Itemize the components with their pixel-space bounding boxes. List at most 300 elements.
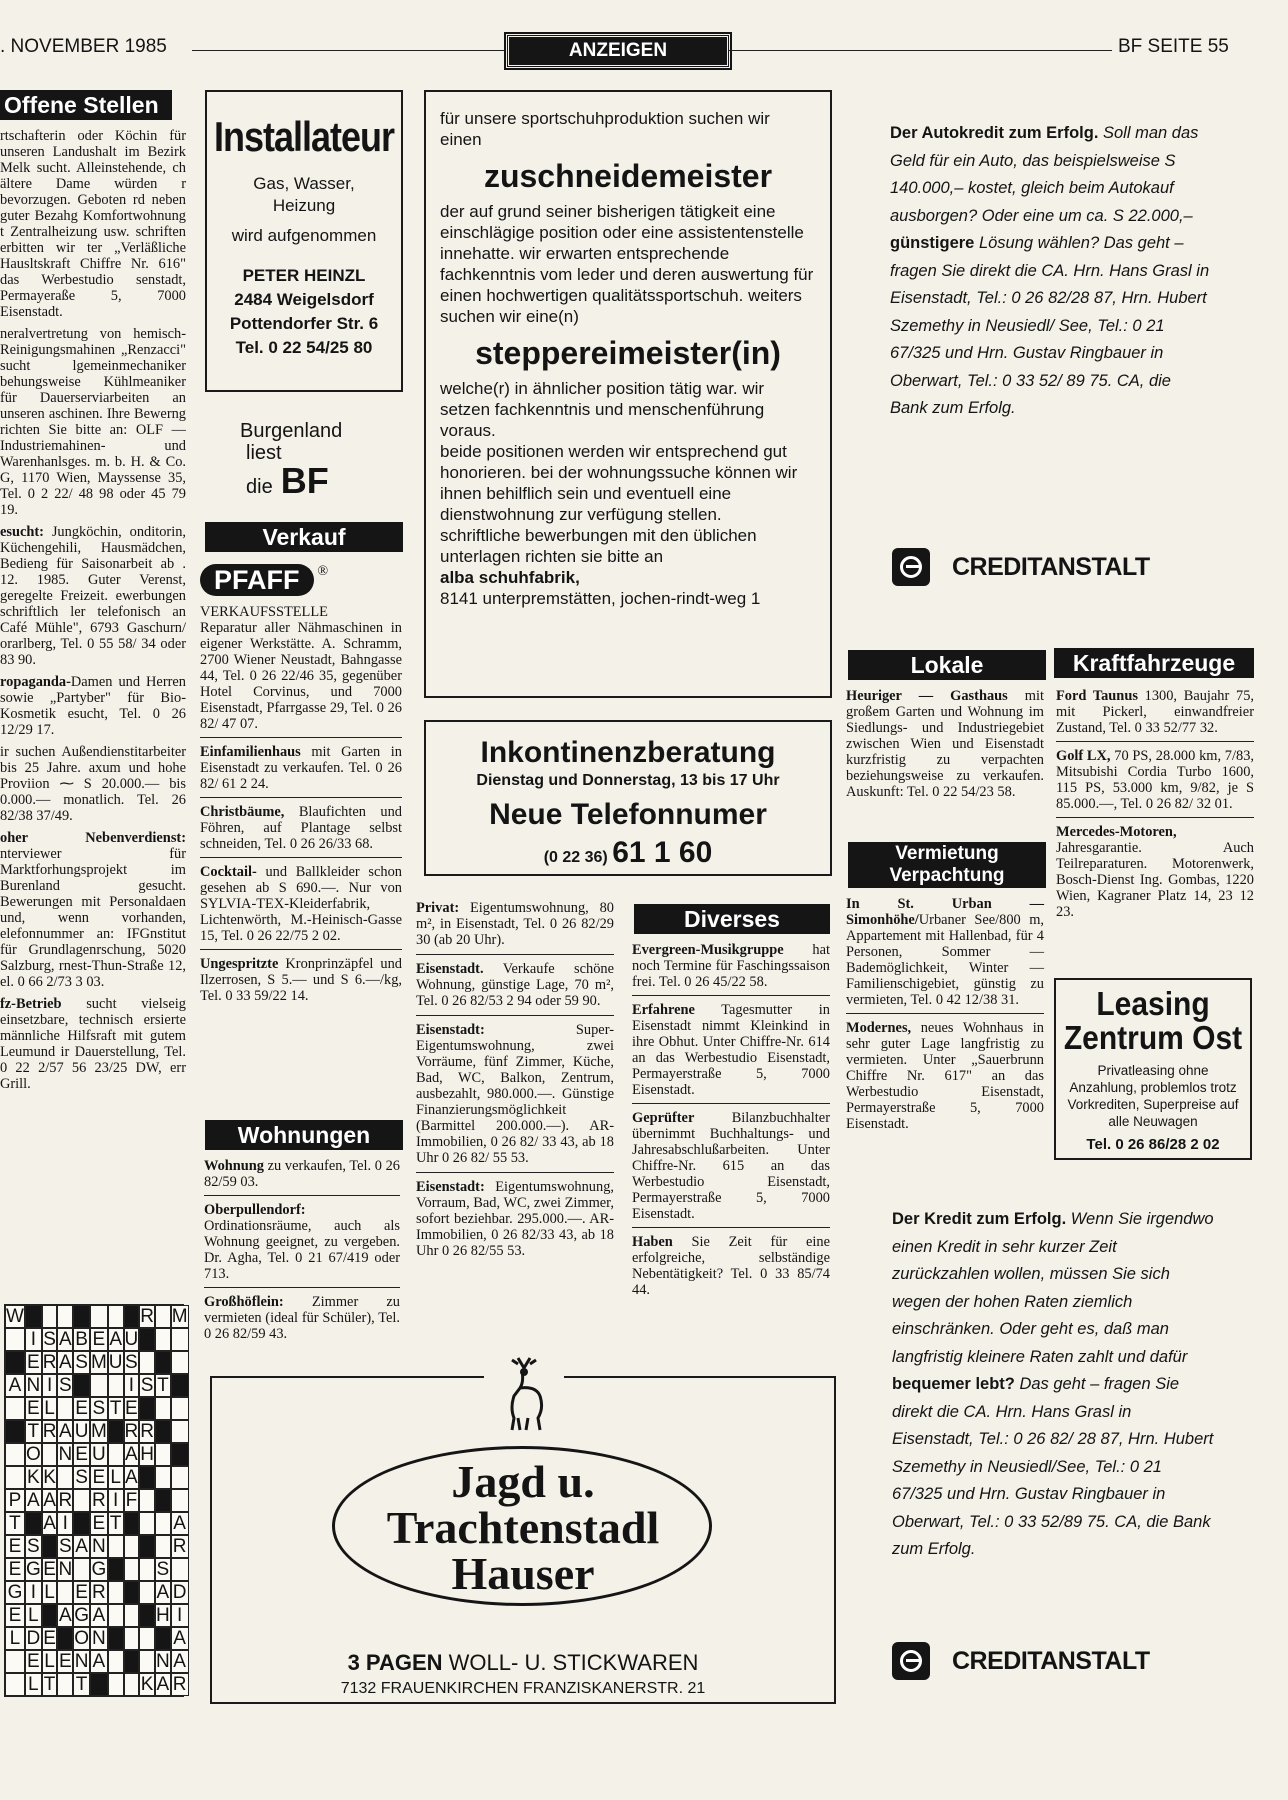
crossword-cell: [139, 1604, 155, 1627]
kfz-ad-2: Golf LX, 70 PS, 28.000 km, 7/83, Mitsubishi Cordia Turbo 1600, 115 PS, 53.000 km, 9/82, je S 85.000.—, Tel. 0 26 82/ 32 01.: [1056, 748, 1254, 818]
crossword-cell: [124, 1558, 140, 1581]
crossword-cell: [139, 1466, 155, 1489]
kraftfahrzeuge-list: [1056, 688, 1254, 926]
crossword-cell: [57, 1627, 73, 1650]
crossword-cell: A: [58, 1605, 72, 1626]
crossword-cell: [124, 1581, 140, 1604]
crossword-cell: [73, 1512, 90, 1535]
installateur-ad: [205, 90, 403, 392]
lokale-heading: Lokale: [848, 650, 1046, 680]
crossword-cell: A: [90, 1650, 108, 1673]
crossword-cell: [171, 1397, 189, 1420]
schuh-company: alba schuhfabrik,: [440, 568, 580, 587]
creditanstalt-logo-1: [892, 548, 1150, 586]
section-label: ANZEIGEN: [506, 34, 730, 68]
crossword-cell: [57, 1673, 73, 1696]
hauser-title-line2: Trachtenstadl: [386, 1502, 660, 1553]
crossword-cell: [108, 1420, 124, 1443]
crossword-cell: [139, 1512, 155, 1535]
crossword-cell: [42, 1535, 58, 1558]
crossword-cell: [124, 1535, 140, 1558]
crossword-cell: U: [124, 1329, 139, 1350]
diverses-list: [632, 942, 830, 1304]
private-ad-4: Eisenstadt: Eigentumswohnung, Vorraum, Bad, WC, zwei Zimmer, sofort beziehbar. 295.000.—. AR-Immobilien, 0 26 82/33 43, ab 18 Uhr 0 26 82/55 53.: [416, 1179, 614, 1259]
crossword-cell: E: [90, 1512, 108, 1535]
crossword-cell: [5, 1466, 25, 1489]
crossword-cell: T: [42, 1673, 58, 1696]
crossword-cell: E: [5, 1535, 25, 1558]
job-ad-1: rtschafterin oder Köchin für unseren Landushalt im Bezirk Melk sucht. Alleinstehende, ch ältere Dame würden r bevorzugen. Geboten rd neben guter Bezahg Komfortwohnung t Zentralheizung usw. schriften erbitten wir ter „Verläßliche Hausltskraft Chiffre Nr. 616" das Werbestudio senstadt, Permayeraße 5, 7000 Eisenstadt.: [0, 128, 186, 320]
schuh-paragraph-3: beide positionen werden wir entsprechend gut honorieren. bei der wohnungssuche können wir ihnen behilflich sein und eventuell eine dienstwohnung zur verfügung stellen.: [440, 442, 798, 524]
inkontinenz-ad: [424, 720, 832, 876]
crossword-cell: [171, 1558, 189, 1581]
crossword-cell: [155, 1466, 171, 1489]
hauser-ad: [210, 1376, 836, 1704]
crossword-cell: S: [73, 1351, 90, 1374]
crossword-cell: [155, 1397, 171, 1420]
verkauf-ad-4: Ungespritzte Kronprinzäpfel und Ilzerrosen, S 5.— und S 6.—/kg, Tel. 0 33 59/22 14.: [200, 956, 402, 1004]
leasing-ad: [1054, 978, 1252, 1160]
offene-stellen-heading: Offene Stellen: [0, 90, 172, 120]
crossword-cell: A: [156, 1674, 170, 1695]
schuh-intro: für unsere sportschuhproduktion suchen wir einen: [440, 109, 770, 149]
inkontinenz-new-number: Neue Telefonnumer: [489, 798, 767, 831]
crossword-cell: [25, 1512, 42, 1535]
vermietung-label: Vermietung: [895, 843, 999, 864]
crossword-cell: [108, 1673, 124, 1696]
crossword-cell: I: [124, 1374, 140, 1397]
leasing-phone: Tel. 0 26 86/28 2 02: [1086, 1136, 1220, 1153]
crossword-cell: N: [156, 1651, 170, 1672]
crossword-cell: [124, 1650, 140, 1673]
crossword-cell: S: [43, 1329, 56, 1350]
crossword-cell: [25, 1305, 42, 1328]
burgenland-line1: Burgenland: [240, 420, 343, 442]
private-ad-3: Eisenstadt: Super-Eigentumswohnung, zwei Vorräume, fünf Zimmer, Küche, Bad, WC, Balkon, Zentrum, ausbezahlt, 980.000.—. Günstige Finanzierungsmöglichkeit (Barmittel 200.000.—). AR-Immobilien, 0 26 82/ 33 43, ab 18 Uhr 0 26 82/ 55 53.: [416, 1022, 614, 1173]
ca-kredit-ad: [892, 1206, 1214, 1564]
crossword-cell: [57, 1466, 73, 1489]
job-ad-2: neralvertretung von hemisch-Reinigungsmahinen „Renzacci" sucht lgemeinmechaniker behungsweise Kühlmeaniker für Dauerserviarbeiten an unseren aschinen. Ihre Bewerng richten Sie bitte an: OLF — Industriemahinen- und Warenhanlsges. m. b. H. & Co. G, 1170 Wien, Mayssense 35, Tel. 0 2 22/ 48 98 oder 45 79 19.: [0, 326, 186, 518]
private-ad-1: Privat: Eigentumswohnung, 80 m², in Eisenstadt, Tel. 0 26 82/29 30 (ab 20 Uhr).: [416, 900, 614, 955]
crossword-cell: R: [42, 1421, 57, 1442]
private-ad-2: Eisenstadt. Verkaufe schöne Wohnung, günstige Lage, 70 m², Tel. 0 26 82/53 2 94 oder 59 90.: [416, 961, 614, 1016]
crossword-cell: I: [171, 1604, 189, 1627]
crossword-cell: M: [90, 1352, 107, 1373]
crossword-cell: [139, 1397, 155, 1420]
crossword-cell: [5, 1650, 25, 1673]
kfz-ad-1: Ford Taunus 1300, Baujahr 75, mit Pickerl, einwandfreier Zustand, Tel. 0 33 52/77 32.: [1056, 688, 1254, 742]
crossword-cell: R: [90, 1581, 108, 1604]
crossword-cell: E: [125, 1398, 138, 1419]
crossword-cell: [57, 1581, 73, 1604]
crossword-cell: [171, 1466, 189, 1489]
crossword-cell: A: [58, 1352, 72, 1373]
crossword-cell: [155, 1328, 171, 1351]
job-ad-6: oher Nebenverdienst: nterviewer für Marktforhungsprojekt im Burenland gesucht. Bewerungen mit Personaldaen und, wenn vorhanden, elefonnummer an: IFGnstitut für Grundlagenrschung, 5020 Salzburg, rnest-Thun-Straße 12, el. 0 66 2/73 3 03.: [0, 830, 186, 990]
vermietung-heading: [848, 842, 1046, 888]
crossword-cell: S: [25, 1535, 42, 1558]
crossword-cell: [155, 1420, 171, 1443]
crossword-cell: B: [73, 1328, 90, 1351]
creditanstalt-brand-1: CREDITANSTALT: [952, 552, 1150, 581]
crossword-cell: A: [43, 1490, 56, 1511]
ca1-headline: Der Autokredit zum Erfolg.: [890, 124, 1099, 142]
crossword-cell: N: [90, 1535, 108, 1558]
leasing-title-1: Leasing: [1096, 986, 1210, 1023]
ca1-bold: günstigere: [890, 234, 975, 252]
installateur-line1: Gas, Wasser,: [253, 174, 355, 193]
crossword-cell: [108, 1650, 124, 1673]
crossword-cell: [171, 1351, 189, 1374]
crossword-cell: [139, 1627, 155, 1650]
crossword-cell: [90, 1305, 108, 1328]
crossword-cell: L: [25, 1673, 42, 1696]
crossword-cell: [5, 1673, 25, 1696]
crossword-cell: [5, 1351, 25, 1374]
crossword-cell: S: [90, 1397, 108, 1420]
crossword-cell: P: [5, 1489, 25, 1512]
crossword-cell: E: [43, 1559, 56, 1580]
crossword-cell: R: [58, 1490, 73, 1511]
ca2-bold: bequemer lebt?: [892, 1375, 1015, 1393]
crossword-cell: [108, 1627, 124, 1650]
installateur-address: 2484 Weigelsdorf: [234, 290, 374, 309]
crossword-cell: [155, 1443, 171, 1466]
crossword-cell: A: [58, 1421, 72, 1442]
crossword-cell: E: [5, 1604, 25, 1627]
crossword-cell: A: [125, 1444, 138, 1465]
hauser-title-line1: Jagd u.: [451, 1456, 595, 1507]
crossword-cell: [171, 1489, 189, 1512]
pfaff-text: Reparatur aller Nähmaschinen in eigener Werkstätte. A. Schramm, 2700 Wiener Neustadt, Bahngasse 44, Tel. 0 26 22/46 35, gegenüber Hotel Corvinus, und 7000 Eisenstadt, Pfarrgasse 29, Tel. 0 26 82/ 47 07.: [200, 620, 402, 738]
crossword-cell: M: [171, 1306, 188, 1327]
crossword-cell: I: [25, 1581, 42, 1604]
job-ad-7: fz-Betrieb sucht vielseig einsetzbare, technisch ersierte männliche Hilfsraft mit gutem Leumund ir Dauerstellung, Tel. 0 22 2/57 56 23/25 DW, err Grill.: [0, 996, 186, 1092]
installateur-title: Installateur: [213, 112, 395, 160]
issue-date: . NOVEMBER 1985: [0, 36, 167, 57]
diverses-ad-3: Geprüfter Bilanzbuchhalter übernimmt Buchhaltungs- und Jahresabschlußarbeiten. Unter Chiffre-Nr. 615 an das Werbestudio Eisenstadt, Permayerstraße 5, 7000 Eisenstadt.: [632, 1110, 830, 1228]
crossword-cell: A: [109, 1329, 122, 1350]
pfaff-subtitle: VERKAUFSSTELLE: [200, 604, 328, 620]
crossword-cell: N: [58, 1559, 73, 1580]
installateur-name: PETER HEINZL: [242, 266, 366, 285]
job-title-steppereimeister: steppereimeister(in): [475, 335, 781, 371]
wohnungen-heading: Wohnungen: [205, 1120, 403, 1150]
crossword-cell: [108, 1443, 124, 1466]
crossword-cell: T: [73, 1673, 90, 1696]
ca1-body2: Lösung wählen? Das geht – fragen Sie direkt die CA. Hrn. Hans Grasl in Eisenstadt, Tel.: 0 26 82/28 87, Hrn. Hubert Szemethy in Neusiedl/ See, Tel.: 0 21 67/325 und Hrn. Gustav Ringbauer in Oberwart, Tel.: 0 33 52/ 89 75. CA, die Bank zum Erfolg.: [890, 234, 1210, 417]
lokale-ad-1: Heuriger — Gasthaus mit großem Garten und Wohnung im Siedlungs- und Industriegebiet zwischen Wien und Eisenstadt kurzfristig zu verpachten beziehungsweise zu verkaufen. Auskunft: Tel. 0 22 54/23 58.: [846, 688, 1044, 800]
crossword-cell: [124, 1305, 140, 1328]
crossword-cell: [124, 1673, 140, 1696]
ca2-headline: Der Kredit zum Erfolg.: [892, 1210, 1067, 1228]
crossword-cell: [124, 1604, 140, 1627]
installateur-phone: Tel. 0 22 54/25 80: [235, 338, 373, 357]
crossword-cell: [124, 1627, 140, 1650]
crossword-cell: S: [125, 1352, 138, 1373]
hauser-pagen-line: 3 PAGEN WOLL- U. STICKWAREN: [347, 1650, 699, 1675]
crossword-cell: H: [140, 1444, 154, 1465]
crossword-cell: T: [25, 1420, 42, 1443]
crossword-cell: [108, 1305, 124, 1328]
installateur-street: Pottendorfer Str. 6: [229, 314, 379, 333]
crossword-cell: E: [43, 1628, 56, 1649]
crossword-cell: A: [171, 1627, 189, 1650]
crossword-cell: G: [25, 1559, 41, 1580]
crossword-cell: G: [5, 1581, 25, 1604]
private-listings: [416, 900, 614, 1265]
crossword-cell: [42, 1305, 58, 1328]
wohnung-ad-1: Wohnung zu verkaufen, Tel. 0 26 82/59 03.: [204, 1158, 400, 1196]
crossword-cell: [139, 1328, 155, 1351]
crossword-cell: [5, 1420, 25, 1443]
crossword-cell: R: [140, 1306, 154, 1327]
crossword-cell: N: [90, 1627, 108, 1650]
crossword-cell: A: [25, 1489, 42, 1512]
crossword-cell: D: [171, 1581, 189, 1604]
diverses-ad-1: Evergreen-Musikgruppe hat noch Termine für Faschingssaison frei. Tel. 0 26 45/22 58.: [632, 942, 830, 996]
crossword-cell: O: [25, 1444, 41, 1465]
installateur-line3: wird aufgenommen: [231, 226, 377, 245]
schuh-paragraph-4: schriftliche bewerbungen mit den üblichen unterlagen richten sie bitte an: [440, 526, 757, 566]
crossword-cell: H: [156, 1605, 170, 1626]
pfaff-logo: PFAFF: [200, 564, 314, 596]
vermietung-ad-2: Modernes, neues Wohnhaus in sehr guter Lage langfristig zu vermieten. Unter „Sauerbrunn Chiffre Nr. 617" an das Werbestudio Eisenstadt, Permayerstraße 5, 7000 Eisenstadt.: [846, 1020, 1044, 1132]
crossword-cell: T: [5, 1512, 25, 1535]
crossword-cell: [108, 1374, 124, 1397]
job-ad-3: esucht: Jungköchin, onditorin, Küchengehili, Hausmädchen, Bedieng für Saisonarbeit ab . 12. 1985. Guter Verenst, geregelte Freizeit. ewerbungen schriftlich ler telefonisch an Café Mühle", 6793 Gaschurn/ orarlberg, Tel. 0 55 58/ 34 oder 83 90.: [0, 524, 186, 668]
verkauf-ad-2: Christbäume, Blaufichten und Föhren, auf Plantage selbst schneiden, Tel. 0 26 26/33 68.: [200, 804, 402, 858]
bf-logo: BF: [280, 460, 329, 501]
crossword-cell: [5, 1397, 25, 1420]
crossword-cell: S: [140, 1375, 154, 1396]
crossword-cell: [73, 1305, 90, 1328]
crossword-cell: [108, 1604, 124, 1627]
crossword-cell: I: [108, 1489, 124, 1512]
crossword-cell: [139, 1650, 155, 1673]
crossword-cell: R: [90, 1489, 108, 1512]
ca2-body2: Das geht – fragen Sie direkt die CA. Hrn. Hans Grasl in Eisenstadt, Tel.: 0 26 82/ 28 87, Hrn. Hubert Szemethy in Neusiedl/See, Tel.: 0 21 67/325 und Hrn. Gustav Ringbauer in Oberwart, Tel.: 0 33 52/89 75. CA, die Bank zum Erfolg.: [892, 1375, 1214, 1558]
wohnung-ad-3: Großhöflein: Zimmer zu vermieten (ideal für Schüler), Tel. 0 26 82/59 43.: [204, 1294, 400, 1342]
schuhfabrik-ad: [424, 90, 832, 698]
crossword-cell: W: [6, 1306, 24, 1327]
crossword-cell: [5, 1328, 25, 1351]
crossword-cell: A: [171, 1650, 189, 1673]
crossword-cell: [155, 1535, 171, 1558]
crossword-cell: [73, 1374, 90, 1397]
crossword-cell: [171, 1374, 189, 1397]
installateur-line2: Heizung: [272, 196, 336, 215]
crossword-cell: [139, 1558, 155, 1581]
header-rule-left: [192, 50, 504, 51]
crossword-cell: S: [73, 1466, 90, 1489]
crossword-cell: [73, 1558, 90, 1581]
crossword-cell: R: [171, 1673, 189, 1696]
crossword-cell: U: [108, 1352, 123, 1373]
lokale-list: [846, 688, 1044, 806]
crossword-cell: G: [74, 1605, 89, 1626]
crossword-cell: [5, 1443, 25, 1466]
crossword-cell: L: [5, 1627, 25, 1650]
creditanstalt-brand-2: CREDITANSTALT: [952, 1646, 1150, 1675]
wohnung-ad-2: Oberpullendorf: Ordinationsräume, auch als Wohnung geeignet, zu vergeben. Dr. Agha, Tel. 0 21 67/419 oder 713.: [204, 1202, 400, 1288]
leasing-body: Privatleasing ohne Anzahlung, problemlos trotz Vorkrediten, Superpreise auf alle Neuwagen: [1067, 1063, 1239, 1129]
crossword-cell: I: [57, 1512, 73, 1535]
ca2-body: Wenn Sie irgendwo einen Kredit in sehr kurzer Zeit zurückzahlen wollen, müssen Sie sich wegen der hohen Raten ziemlich einschränken. Oder geht es, daß man langfristig kleinere Raten zahlt und dafür: [892, 1210, 1214, 1366]
crossword-cell: K: [25, 1466, 42, 1489]
crossword-cell: [139, 1351, 155, 1374]
crossword-cell: [57, 1305, 73, 1328]
crossword-cell: K: [43, 1467, 56, 1488]
crossword-cell: E: [73, 1443, 90, 1466]
hauser-title-line3: Hauser: [451, 1548, 595, 1599]
crossword-cell: D: [26, 1628, 41, 1649]
crossword-cell: A: [73, 1535, 90, 1558]
crossword-cell: R: [42, 1352, 57, 1373]
job-title-zuschneidemeister: zuschneidemeister: [483, 158, 773, 194]
crossword-cell: I: [25, 1328, 42, 1351]
schuh-paragraph-1: der auf grund seiner bisherigen tätigkeit eine einschlägige position oder eine assistentenstelle innehatte. wir erwarten entsprechende fachkenntnis vom leder und deren auswertung für einen hochwertigen qualitätssportschuh. weiters suchen wir eine(n): [440, 202, 814, 326]
creditanstalt-logo-2: [892, 1642, 1150, 1680]
crossword-cell: N: [26, 1375, 41, 1396]
crossword-cell: [155, 1351, 171, 1374]
crossword-cell: [171, 1420, 189, 1443]
crossword-cell: [155, 1305, 171, 1328]
crossword-cell: O: [74, 1628, 89, 1649]
crossword-cell: [90, 1673, 108, 1696]
crossword-cell: [171, 1443, 189, 1466]
burgenland-line2: liest: [246, 442, 282, 464]
kraftfahrzeuge-heading: Kraftfahrzeuge: [1054, 648, 1254, 678]
crossword-cell: [124, 1512, 140, 1535]
crossword-cell: [139, 1581, 155, 1604]
ca1-body: Soll man das Geld für ein Auto, das beispielsweise S 140.000,– kostet, gleich beim Autokauf ausborgen? Oder eine um ca. S 22.000,–: [890, 124, 1199, 225]
crossword-cell: [108, 1558, 124, 1581]
diverses-heading: Diverses: [634, 904, 830, 934]
crossword-cell: [42, 1604, 58, 1627]
crossword-cell: [155, 1512, 171, 1535]
creditanstalt-icon: [892, 548, 930, 586]
verpachtung-label: Verpachtung: [889, 865, 1005, 886]
crossword-cell: [90, 1374, 108, 1397]
page-number: BF SEITE 55: [1118, 36, 1229, 57]
crossword-cell: [155, 1627, 171, 1650]
crossword-cell: E: [25, 1351, 42, 1374]
registered-mark: ®: [317, 564, 329, 579]
diverses-ad-4: Haben Sie Zeit für eine erfolgreiche, selbständige Nebentätigkeit? Tel. 0 33 85/74 44.: [632, 1234, 830, 1298]
crossword-cell: T: [108, 1512, 124, 1535]
crossword-cell: T: [155, 1374, 171, 1397]
schuh-address: 8141 unterpremstätten, jochen-rindt-weg 1: [440, 589, 761, 608]
crossword-cell: M: [90, 1421, 107, 1442]
crossword-cell: A: [125, 1467, 138, 1488]
kfz-ad-3: Mercedes-Motoren, Jahresgarantie. Auch Teilreparaturen. Motorenwerk, Bosch-Dienst Ing. Gombas, 1220 Wien, Kagraner Platz 14, 23 12 23.: [1056, 824, 1254, 920]
crossword-cell: [139, 1535, 155, 1558]
vermietung-ad-1: In St. Urban — Simonhöhe/Urbaner See/800 m, Appartement mit Hallenbad, für 4 Personen, Sommer — Bademöglichkeit, Winter — Familienschigebiet, günstig zu vermieten, Tel. 0 42 12/38 31.: [846, 896, 1044, 1014]
offene-stellen-list: [0, 128, 186, 1298]
crossword-cell: L: [42, 1581, 58, 1604]
crossword-cell: R: [171, 1535, 189, 1558]
crossword-cell: U: [90, 1443, 108, 1466]
crossword-cell: T: [108, 1397, 124, 1420]
crossword-cell: A: [156, 1582, 170, 1603]
verkauf-ad-1: Einfamilienhaus mit Garten in Eisenstadt zu verkaufen. Tel. 0 26 82/ 61 2 24.: [200, 744, 402, 798]
verkauf-heading: Verkauf: [205, 522, 403, 552]
crossword-cell: I: [42, 1374, 58, 1397]
crossword-cell: E: [90, 1328, 108, 1351]
crossword-cell: N: [58, 1444, 73, 1465]
leasing-title-2: Zentrum Ost: [1063, 1020, 1243, 1057]
header-rule-right: [728, 50, 1112, 51]
creditanstalt-icon: [892, 1642, 930, 1680]
crossword-cell: [155, 1489, 171, 1512]
crossword-cell: A: [171, 1512, 189, 1535]
crossword-cell: E: [25, 1650, 42, 1673]
crossword-cell: [171, 1328, 189, 1351]
burgenland-promo: [240, 420, 380, 501]
job-ad-5: ir suchen Außendienstitarbeiter bis 25 Jahre. axum und hohe Proviion ⁓ S 20.000.— bis 0.000.— monatlich. Tel. 26 82/38 37/49.: [0, 744, 186, 824]
crossword-cell: [108, 1581, 124, 1604]
verkauf-ad-3: Cocktail- und Ballkleider schon gesehen ab S 690.—. Nur von SYLVIA-TEX-Kleiderfabrik, Lichtenwörth, M.-Heinisch-Gasse 15, Tel. 0 26 22/75 2 02.: [200, 864, 402, 950]
crossword-cell: E: [73, 1581, 90, 1604]
hauser-address: 7132 FRAUENKIRCHEN FRANZISKANERSTR. 21: [340, 1680, 706, 1697]
pfaff-logo-row: [200, 564, 400, 596]
crossword-cell: [73, 1489, 90, 1512]
crossword-cell: K: [140, 1674, 154, 1695]
crossword-cell: E: [25, 1397, 42, 1420]
crossword-cell: N: [74, 1651, 89, 1672]
diverses-ad-2: Erfahrene Tagesmutter in Eisenstadt nimmt Kleinkind in ihre Obhut. Unter Chiffre-Nr. 614 an das Werbestudio Eisenstadt, Permayerstraße 5, 7000 Eisenstadt.: [632, 1002, 830, 1104]
deer-emblem-icon: [484, 1356, 564, 1436]
wohnungen-list: [204, 1158, 400, 1348]
crossword-cell: [139, 1489, 155, 1512]
crossword-cell: [57, 1397, 73, 1420]
verkauf-list: [200, 604, 402, 1010]
crossword-cell: [108, 1535, 124, 1558]
crossword-cell: L: [42, 1650, 58, 1673]
inkontinenz-title: Inkontinenzberatung: [480, 736, 776, 769]
crossword-cell: U: [74, 1421, 89, 1442]
crossword-cell: A: [43, 1513, 56, 1534]
ca-autokredit-ad: [890, 120, 1212, 423]
job-ad-4: ropaganda-Damen und Herren sowie „Partyber" für Bio-Kosmetik esucht, Tel. 0 26 12/29 17.: [0, 674, 186, 738]
crossword-cell: S: [58, 1536, 72, 1557]
crossword-grid: [4, 1304, 188, 1697]
crossword-cell: [42, 1443, 58, 1466]
crossword-cell: A: [90, 1604, 108, 1627]
crossword-cell: R: [140, 1421, 154, 1442]
crossword-cell: L: [25, 1604, 42, 1627]
crossword-cell: S: [156, 1559, 170, 1580]
crossword-cell: L: [42, 1397, 58, 1420]
inkontinenz-phone: (0 22 36) 61 1 60: [543, 836, 713, 869]
crossword-cell: E: [5, 1558, 25, 1581]
crossword-cell: G: [91, 1559, 107, 1580]
inkontinenz-days: Dienstag und Donnerstag, 13 bis 17 Uhr: [476, 772, 780, 789]
crossword-cell: R: [124, 1421, 139, 1442]
crossword-cell: A: [5, 1374, 25, 1397]
crossword-cell: L: [108, 1466, 124, 1489]
crossword-cell: E: [73, 1397, 90, 1420]
schuh-paragraph-2: welche(r) in ähnlicher position tätig war. wir setzen fachkenntnis und menschenführung voraus.: [440, 379, 765, 440]
crossword-cell: F: [124, 1489, 140, 1512]
crossword-cell: E: [90, 1466, 108, 1489]
crossword-cell: E: [58, 1651, 72, 1672]
burgenland-line3: die: [246, 476, 273, 498]
crossword-cell: S: [58, 1375, 72, 1396]
vermietung-list: [846, 896, 1044, 1138]
crossword-cell: A: [58, 1329, 72, 1350]
